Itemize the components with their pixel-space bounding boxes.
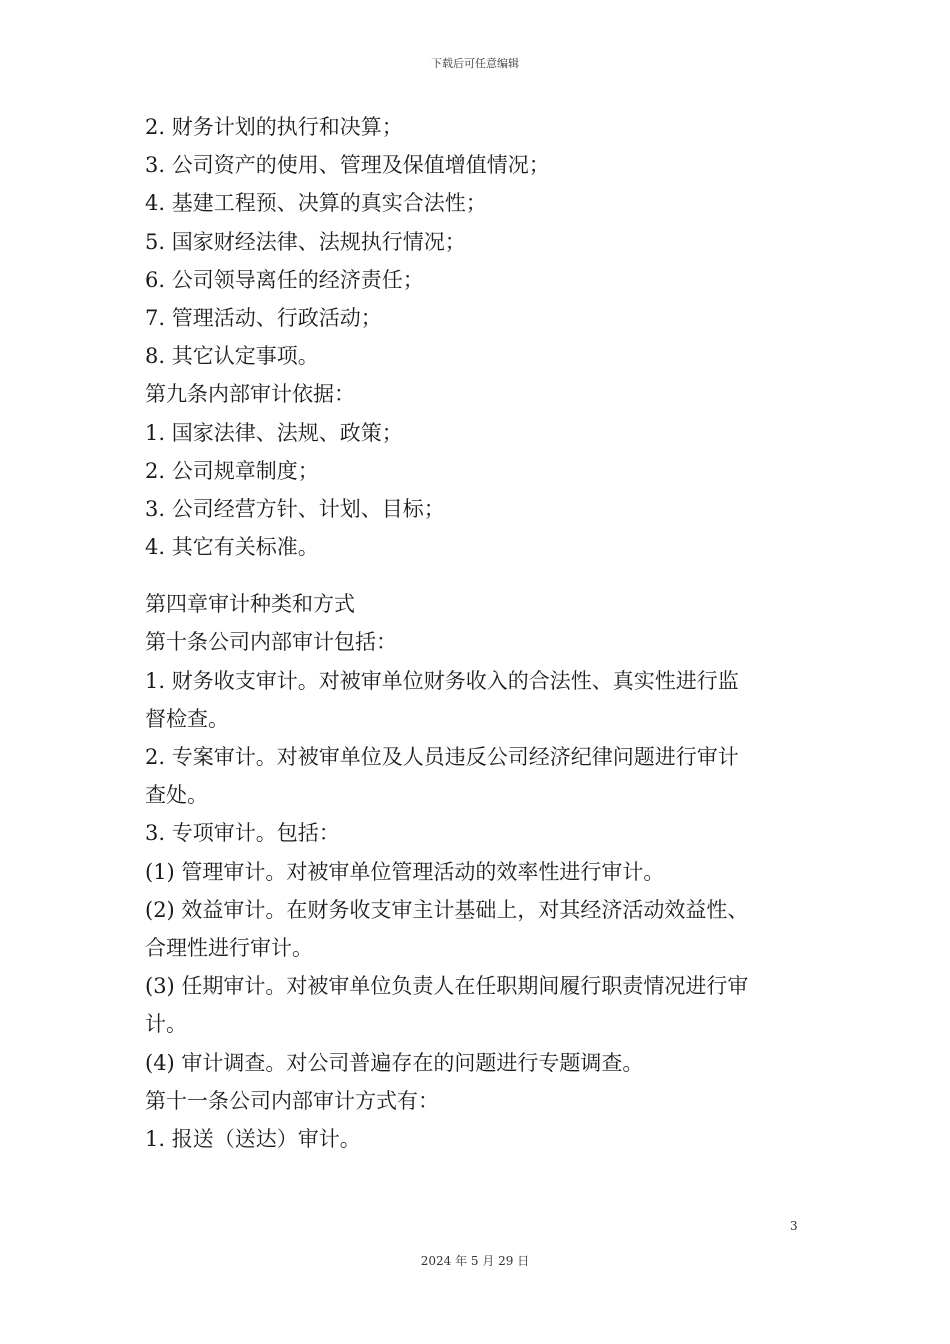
document-body xyxy=(145,108,810,1158)
section-a xyxy=(145,108,810,566)
text-line: (2) 效益审计。在财务收支审主计基础上，对其经济活动效益性、 xyxy=(145,897,749,922)
text-line: 计。 xyxy=(145,1012,187,1037)
text-line: 3. 专项审计。包括： xyxy=(145,821,340,846)
text-line: (1) 管理审计。对被审单位管理活动的效率性进行审计。 xyxy=(145,859,665,884)
section-gap xyxy=(145,566,810,585)
text-line: (3) 任期审计。对被审单位负责人在任职期间履行职责情况进行审 xyxy=(145,974,749,999)
text-line: 4. 其它有关标准。 xyxy=(145,535,319,560)
text-line: (4) 审计调查。对公司普遍存在的问题进行专题调查。 xyxy=(145,1050,644,1075)
text-line: 合理性进行审计。 xyxy=(145,935,313,960)
text-line: 1. 国家法律、法规、政策； xyxy=(145,420,403,445)
text-line: 8. 其它认定事项。 xyxy=(145,344,319,369)
chapter-heading: 第四章审计种类和方式 xyxy=(145,592,355,617)
text-line: 1. 财务收支审计。对被审单位财务收入的合法性、真实性进行监 xyxy=(145,668,739,693)
text-line: 2. 财务计划的执行和决算； xyxy=(145,115,403,139)
article-heading: 第十一条公司内部审计方式有： xyxy=(145,1088,439,1113)
text-line: 2. 专案审计。对被审单位及人员违反公司经济纪律问题进行审计 xyxy=(145,745,739,769)
page-number: 3 xyxy=(790,1219,798,1233)
article-heading: 第九条内部审计依据： xyxy=(145,382,355,407)
text-line: 1. 报送（送达）审计。 xyxy=(145,1126,361,1151)
text-line: 4. 基建工程预、决算的真实合法性； xyxy=(145,191,487,216)
text-line: 7. 管理活动、行政活动； xyxy=(145,305,382,330)
section-b xyxy=(145,585,810,1158)
text-line: 5. 国家财经法律、法规执行情况； xyxy=(145,229,466,254)
text-line: 查处。 xyxy=(145,783,208,808)
page-footer-date: 2024 年 5 月 29 日 xyxy=(420,1254,530,1268)
text-line: 3. 公司经营方针、计划、目标； xyxy=(145,496,445,521)
page-header: 下载后可任意编辑 xyxy=(431,57,519,70)
text-line: 督检查。 xyxy=(145,706,229,731)
text-line: 2. 公司规章制度； xyxy=(145,458,319,483)
text-line: 3. 公司资产的使用、管理及保值增值情况； xyxy=(145,153,550,178)
text-line: 6. 公司领导离任的经济责任； xyxy=(145,267,424,292)
article-heading: 第十条公司内部审计包括： xyxy=(145,630,397,655)
